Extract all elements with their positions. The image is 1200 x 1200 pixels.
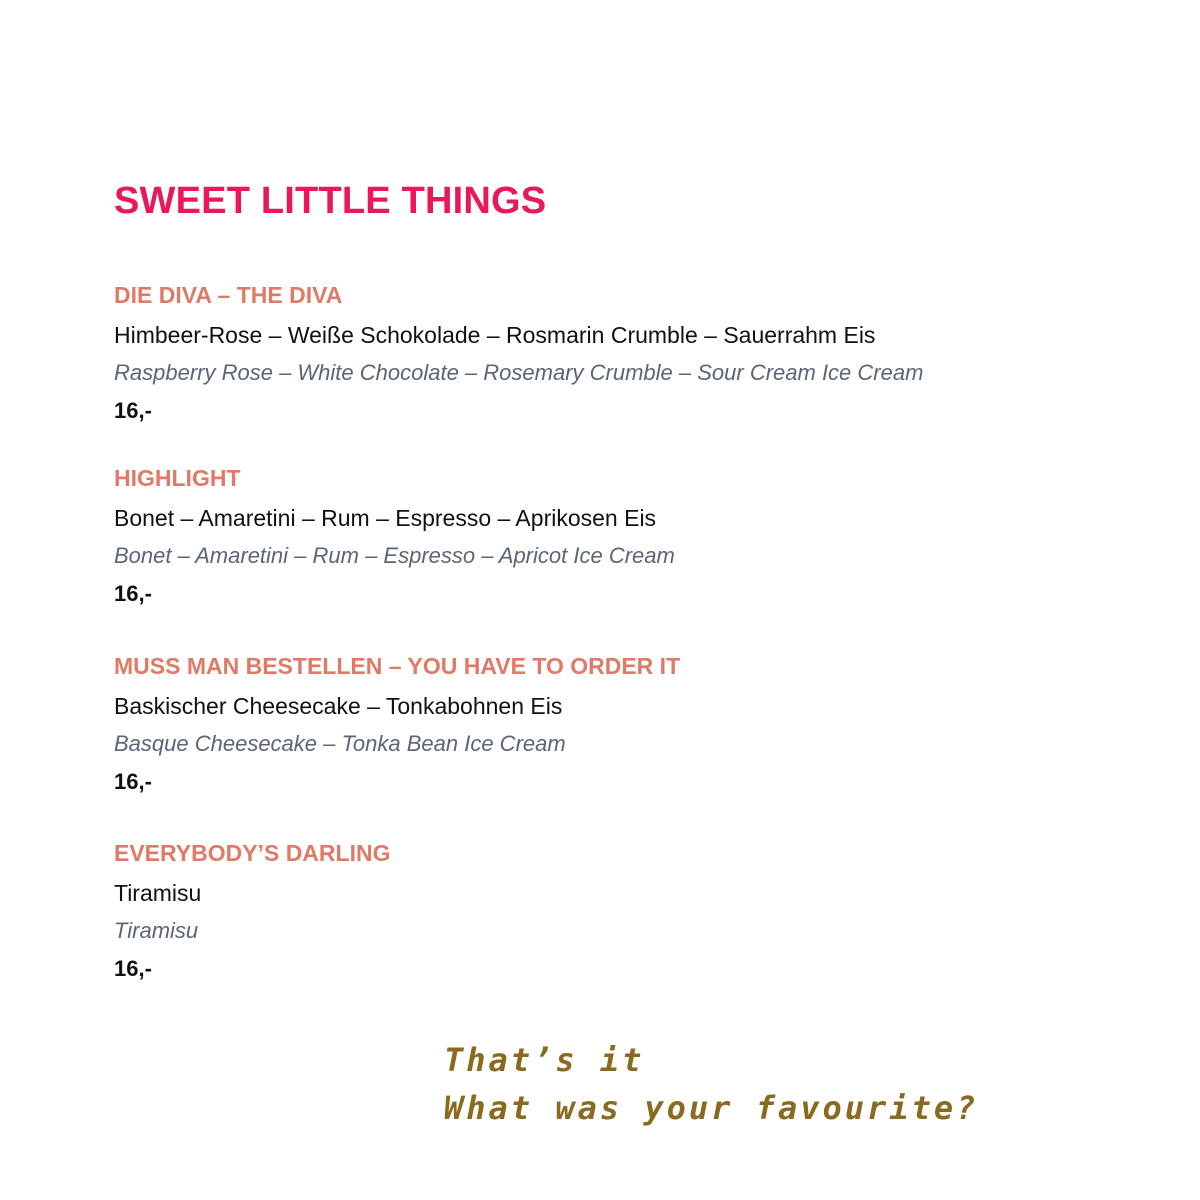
closing-line-1: That’s it	[444, 1041, 645, 1079]
item-description-german: Bonet – Amaretini – Rum – Espresso – Aprikosen Eis	[114, 505, 657, 531]
item-price: 16,-	[114, 398, 152, 423]
menu-item-highlight	[114, 465, 1114, 607]
item-heading: MUSS MAN BESTELLEN – YOU HAVE TO ORDER IT	[114, 653, 681, 679]
item-description-german: Tiramisu	[114, 880, 202, 906]
menu-item-everybodys-darling	[114, 840, 1114, 982]
item-heading: DIE DIVA – THE DIVA	[114, 282, 343, 308]
item-description-english: Basque Cheesecake – Tonka Bean Ice Cream	[114, 731, 566, 756]
item-price: 16,-	[114, 956, 152, 981]
closing-note	[444, 1036, 978, 1132]
item-description-german: Himbeer-Rose – Weiße Schokolade – Rosmarin Crumble – Sauerrahm Eis	[114, 322, 876, 348]
item-description-german: Baskischer Cheesecake – Tonkabohnen Eis	[114, 693, 563, 719]
menu-item-diva	[114, 282, 1114, 424]
closing-line-2: What was your favourite?	[444, 1089, 979, 1127]
item-heading: HIGHLIGHT	[114, 465, 241, 491]
page-title: SWEET LITTLE THINGS	[114, 180, 547, 222]
item-price: 16,-	[114, 581, 152, 606]
menu-item-must-order	[114, 653, 1114, 795]
item-heading: EVERYBODY’S DARLING	[114, 840, 391, 866]
item-description-english: Tiramisu	[114, 918, 199, 943]
item-description-english: Raspberry Rose – White Chocolate – Rosemary Crumble – Sour Cream Ice Cream	[114, 360, 924, 385]
item-price: 16,-	[114, 769, 152, 794]
item-description-english: Bonet – Amaretini – Rum – Espresso – Apricot Ice Cream	[114, 543, 675, 568]
